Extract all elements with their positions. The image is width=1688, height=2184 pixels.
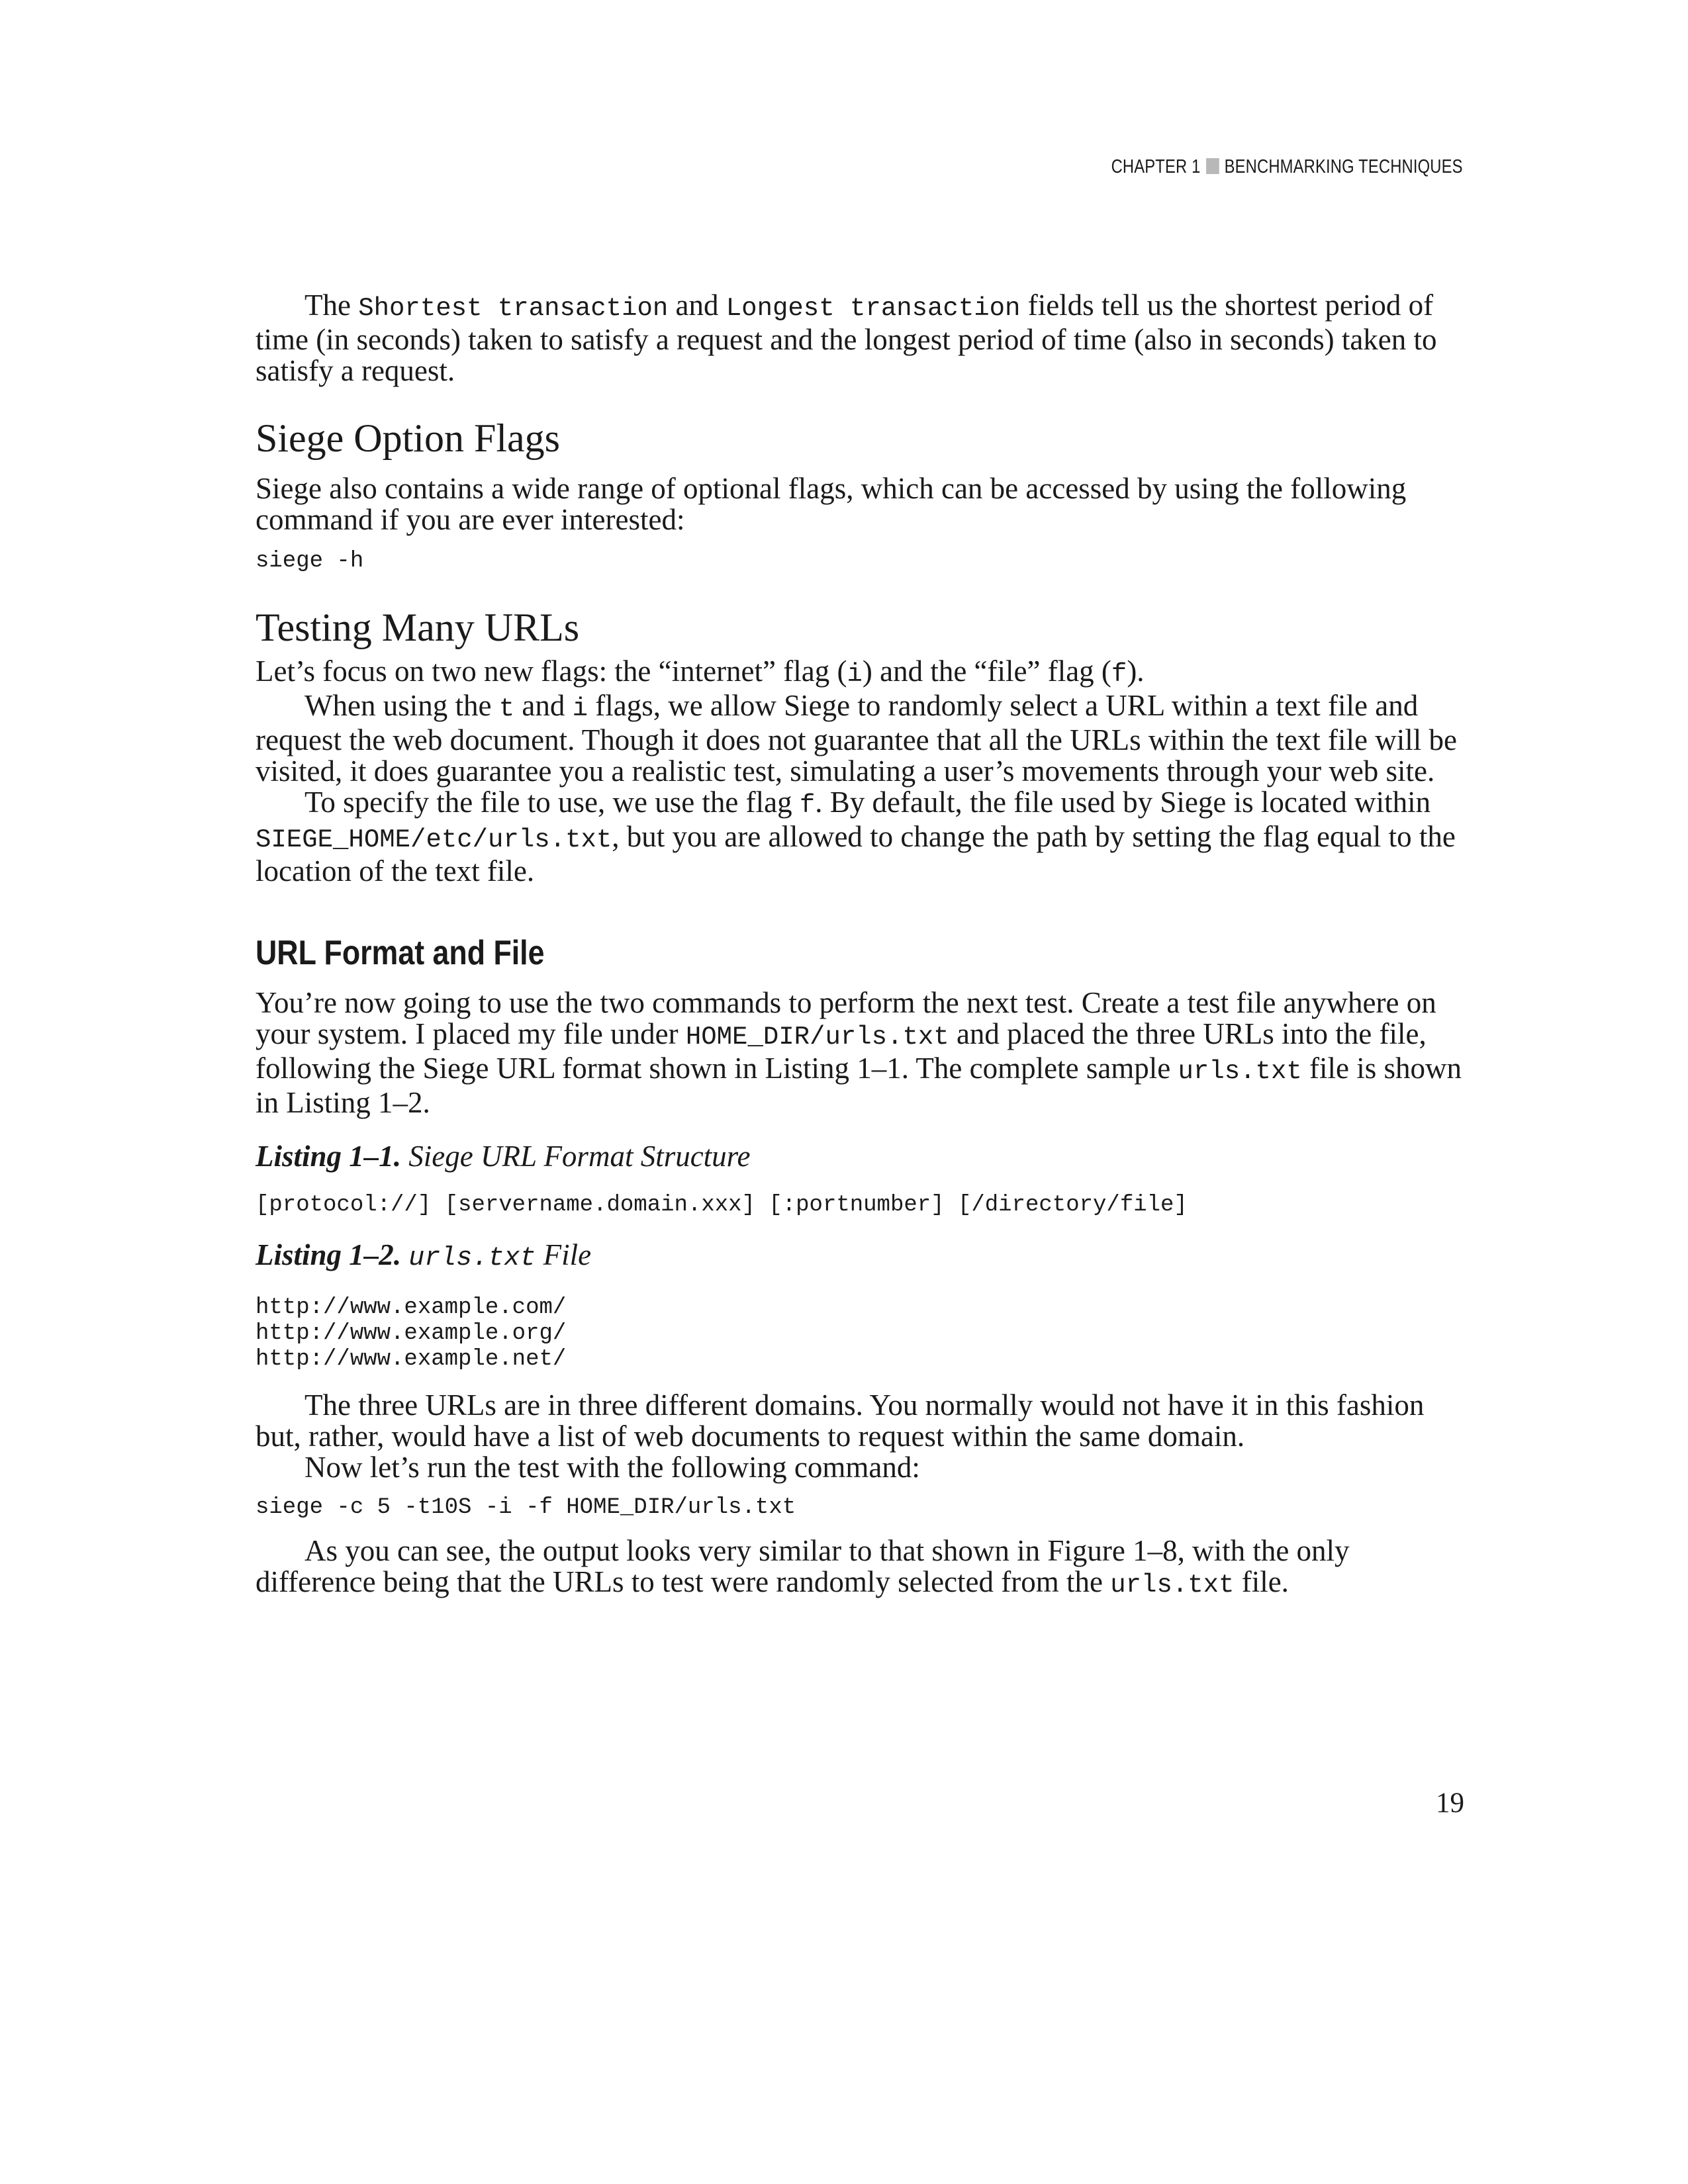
page-number: 19 xyxy=(1436,1788,1464,1819)
inline-code: urls.txt xyxy=(1178,1057,1302,1086)
chapter-label: CHAPTER 1 xyxy=(1111,156,1201,177)
listing-2-code xyxy=(256,1295,1467,1373)
inline-code: i xyxy=(572,694,588,723)
inline-code: f xyxy=(1111,660,1127,689)
inline-code: Shortest transaction xyxy=(358,294,669,323)
heading-url-format-and-file: URL Format and File xyxy=(256,934,545,972)
paragraph-transaction-fields: The Shortest transaction and Longest transaction fields tell us the shortest period of time (in seconds) taken to satisfy a request and the longest period of time (also in seconds) taken to satisfy a request. xyxy=(256,289,1437,387)
paragraph-run-test: Now let’s run the test with the following command: xyxy=(305,1451,920,1484)
inline-code: HOME_DIR/urls.txt xyxy=(685,1023,949,1052)
paragraph-random-url: When using the t and i flags, we allow Siege to randomly select a URL within a text file and request the web document. Though it does not guarantee that all the URLs within the text file will be visited, it does guarantee you a realistic test, simulating a user’s movements through your web site. xyxy=(256,689,1457,788)
running-head xyxy=(1111,156,1463,178)
paragraph-new-flags: Let’s focus on two new flags: the “internet” flag (i) and the “file” flag (f). xyxy=(256,655,1145,689)
paragraph-specify-file: To specify the file to use, we use the flag f. By default, the file used by Siege is located within SIEGE_HOME/etc/urls.txt, but you are allowed to change the path by setting the flag equal to the location of the text file. xyxy=(256,786,1456,887)
square-separator-icon xyxy=(1206,158,1219,174)
paragraph-create-test-file: You’re now going to use the two commands to perform the next test. Create a test file anywhere on your system. I placed my file under HOME_DIR/urls.txt and placed the three URLs into the file, following the Siege URL format shown in Listing 1–1. The complete sample urls.txt file is shown in Listing 1–2. xyxy=(256,986,1462,1119)
section-label: BENCHMARKING TECHNIQUES xyxy=(1224,156,1463,177)
listing-2-caption: Listing 1–2. urls.txt File xyxy=(256,1238,592,1273)
paragraph-optional-flags: Siege also contains a wide range of optional flags, which can be accessed by using the following command if you are ever interested: xyxy=(256,472,1407,536)
listing-1-code: [protocol://] [servername.domain.xxx] [:portnumber] [/directory/file] xyxy=(256,1193,1188,1218)
code-line: http://www.example.net/ xyxy=(256,1347,567,1372)
paragraph-three-domains: The three URLs are in three different domains. You normally would not have it in this fashion but, rather, would have a list of web documents to request within the same domain. xyxy=(256,1388,1425,1453)
heading-siege-option-flags: Siege Option Flags xyxy=(256,416,560,460)
inline-code: urls.txt xyxy=(1110,1570,1235,1600)
paragraph-output-similar: As you can see, the output looks very similar to that shown in Figure 1–8, with the only difference being that the URLs to test were randomly selected from the urls.txt file. xyxy=(256,1534,1350,1600)
inline-code: SIEGE_HOME/etc/urls.txt xyxy=(256,825,612,854)
inline-code: i xyxy=(847,660,863,689)
code-siege-run: siege -c 5 -t10S -i -f HOME_DIR/urls.txt xyxy=(256,1495,796,1520)
inline-code: t xyxy=(498,694,515,723)
inline-code: f xyxy=(799,791,816,820)
listing-1-caption: Listing 1–1. Siege URL Format Structure xyxy=(256,1140,751,1173)
code-line: http://www.example.com/ xyxy=(256,1295,567,1320)
code-siege-help: siege -h xyxy=(256,549,364,574)
heading-testing-many-urls: Testing Many URLs xyxy=(256,606,580,649)
code-line: http://www.example.org/ xyxy=(256,1321,567,1346)
page-body xyxy=(256,290,1467,1601)
inline-code: Longest transaction xyxy=(726,294,1021,323)
